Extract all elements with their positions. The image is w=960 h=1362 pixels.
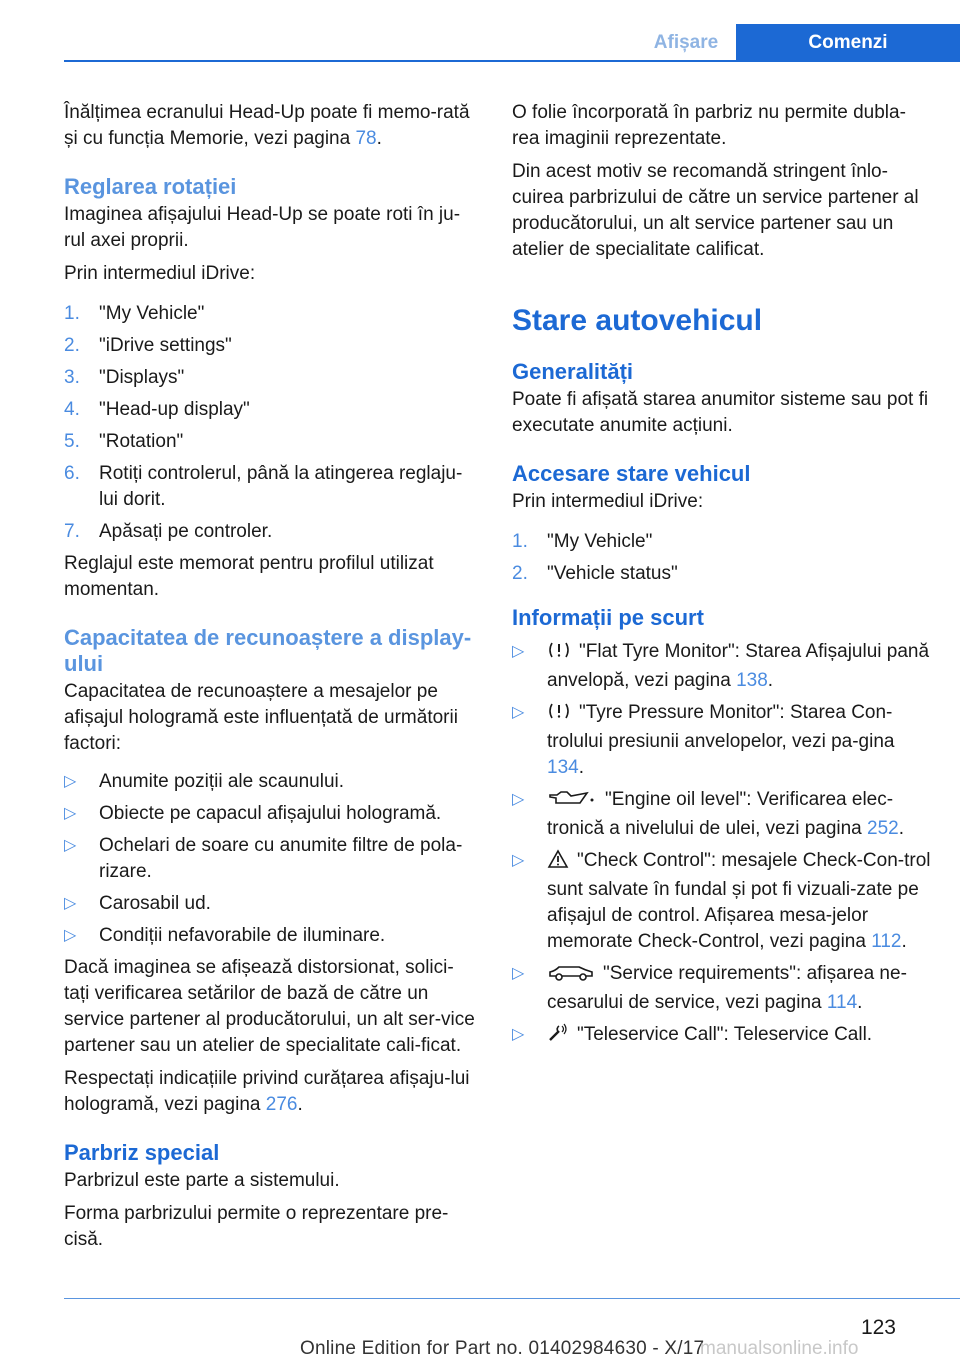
service-car-icon [547,962,595,990]
page-link-276[interactable]: 276 [265,1094,298,1115]
recognition-factors [64,769,478,949]
heading-info: Informații pe scurt [512,605,704,630]
rotation-desc: Imaginea afișajului Head-Up se poate roti în ju-rul axei proprii. [64,204,461,251]
triangle-bullet-icon: ▷ [512,1026,525,1043]
list-item: 2. "Vehicle status" [512,563,678,584]
page-link-138[interactable]: 138 [736,670,768,691]
list-item: ▷ "Flat Tyre Monitor": Starea Afișajului pană anvelopă, vezi pagina 138. [512,641,930,691]
oil-can-icon [547,788,597,816]
rotation-steps [64,301,478,545]
list-item: 2. "iDrive settings" [64,335,232,356]
intro-paragraph: Înălțimea ecranului Head-Up poate fi memo-rată și cu funcția Memorie, vezi pagina 78. [64,102,470,149]
page-link-78[interactable]: 78 [355,128,377,149]
list-item: ▷ "Engine oil level": Verificarea elec-tronică a nivelului de ulei, vezi pagina 252. [512,789,905,839]
triangle-bullet-icon: ▷ [512,791,525,808]
access-via: Prin intermediul iDrive: [512,491,704,512]
page-number: 123 [860,1316,896,1339]
windshield-p2: Forma parbrizului permite o reprezentare pre-cisă. [64,1203,449,1250]
list-item: 6. Rotiți controlerul, până la atingerea reglaju-lui dorit. [64,463,463,510]
list-item: ▷ Condiții nefavorabile de iluminare. [64,923,478,949]
distorted-paragraph: Dacă imaginea se afișează distorsionat, solici-tați verificarea setărilor de bază de către un service partener al producătorului, un alt ser-vice partener sau un atelier de specialitate cali-ficat. [64,957,475,1056]
list-item: ▷ "Service requirements": afișarea ne-cesarului de service, vezi pagina 114. [512,963,907,1013]
cleaning-paragraph: Respectați indicațiile privind curățarea afișaju-lui hologramă, vezi pagina 276. [64,1068,470,1115]
page-link-114[interactable]: 114 [826,992,858,1013]
list-item: ▷ "Check Control": mesajele Check-Con-trol sunt salvate în fundal și pot fi vizuali-zate pe afișajul de control. Afișarea mesa-jelor memorate Check-Control, vezi pagina 112. [512,850,931,952]
watermark: manualsonline.info [700,1338,859,1359]
list-item: 1. "My Vehicle" [64,303,205,324]
recognition-desc: Capacitatea de recunoaștere a mesajelor pe afișajul hologramă este influențată de următorii factori: [64,681,458,754]
warning-triangle-icon [547,849,569,877]
triangle-bullet-icon: ▷ [64,927,77,944]
triangle-bullet-icon: ▷ [64,805,77,822]
header-divider [64,60,960,62]
tyre-warning-icon [547,701,571,729]
left-column [64,100,478,1260]
right-p1: O folie încorporată în parbriz nu permite dubla-rea imaginii reprezentate. [512,102,906,149]
footer-divider [64,1298,960,1299]
triangle-bullet-icon: ▷ [512,852,525,869]
wrench-signal-icon [547,1023,569,1051]
list-item: 4. "Head-up display" [64,399,250,420]
page-link-134[interactable]: 134 [547,757,579,778]
edition-text: Online Edition for Part no. 01402984630 - X/17 [300,1338,705,1359]
rotation-saved: Reglajul este memorat pentru profilul utilizat momentan. [64,553,434,600]
heading-windshield: Parbriz special [64,1140,220,1165]
triangle-bullet-icon: ▷ [512,704,525,721]
windshield-p1: Parbrizul este parte a sistemului. [64,1170,340,1191]
list-item: ▷ "Tyre Pressure Monitor": Starea Con-trolului presiunii anvelopelor, vezi pa-gina 134. [512,702,895,778]
triangle-bullet-icon: ▷ [512,965,525,982]
list-item: 3. "Displays" [64,367,185,388]
list-item: ▷ "Teleservice Call": Teleservice Call. [512,1022,932,1051]
triangle-bullet-icon: ▷ [64,895,77,912]
tab-afisare[interactable]: Afișare [653,32,719,53]
list-item: ▷ Ochelari de soare cu anumite filtre de pola-rizare. [64,835,463,882]
list-item: 7. Apăsați pe controler. [64,521,273,542]
heading-general: Generalități [512,359,634,384]
triangle-bullet-icon: ▷ [64,773,77,790]
triangle-bullet-icon: ▷ [512,643,525,660]
heading-rotation: Reglarea rotației [64,174,237,199]
heading-access: Accesare stare vehicul [512,461,751,486]
tyre-warning-icon [547,640,571,668]
list-item: 1. "My Vehicle" [512,531,653,552]
list-item: 5. "Rotation" [64,431,184,452]
triangle-bullet-icon: ▷ [64,837,77,854]
tab-comenzi[interactable]: Comenzi [736,24,960,61]
right-column [512,100,932,1057]
list-item: ▷ Carosabil ud. [64,891,478,917]
page-link-112[interactable]: 112 [871,931,902,952]
list-item: ▷ Anumite poziții ale scaunului. [64,769,478,795]
info-list [512,639,932,1051]
rotation-via: Prin intermediul iDrive: [64,263,256,284]
general-text: Poate fi afișată starea anumitor sisteme sau pot fi executate anumite acțiuni. [512,389,929,436]
heading-recognition: Capacitatea de recunoaștere a display-ului [64,625,472,676]
access-steps [512,529,932,587]
page-link-252[interactable]: 252 [867,818,899,839]
list-item: ▷ Obiecte pe capacul afișajului hologramă. [64,801,478,827]
right-p2: Din acest motiv se recomandă stringent înlo-cuirea parbrizului de către un service partener al producătorului, un alt service partener sau un atelier de specialitate calificat. [512,161,919,260]
section-title: Stare autovehicul [512,304,763,337]
